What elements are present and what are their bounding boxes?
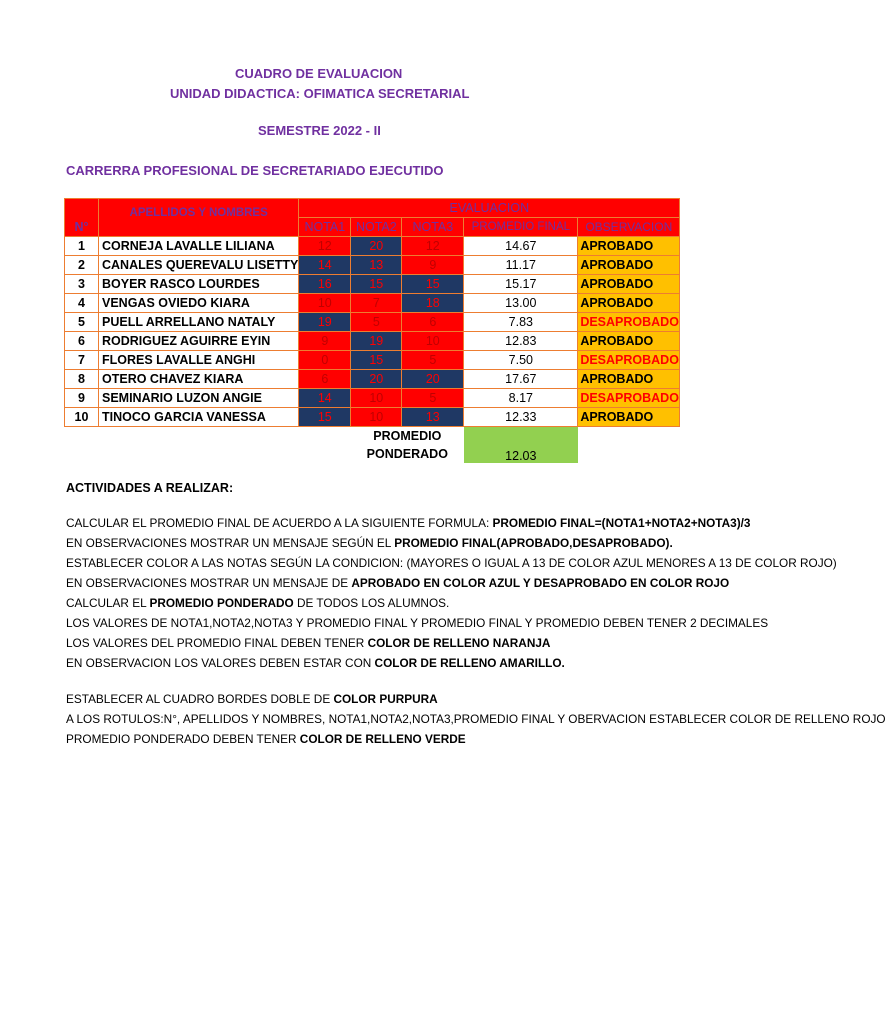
grade-n2: 5 — [351, 313, 402, 332]
activity-line: CALCULAR EL PROMEDIO PONDERADO DE TODOS LOS ALUMNOS. — [66, 596, 450, 610]
activity-line: ESTABLECER COLOR A LAS NOTAS SEGÚN LA CONDICION: (MAYORES O IGUAL A 13 DE COLOR AZUL MENORES A 13 DE COLOR ROJO) — [66, 556, 837, 570]
weighted-average-label-1: PROMEDIO — [373, 429, 442, 443]
header-nota2: NOTA2 — [351, 218, 402, 237]
grade-n3: 20 — [402, 370, 464, 389]
table-row — [65, 351, 680, 370]
final-average: 15.17 — [464, 275, 578, 294]
student-name: OTERO CHAVEZ KIARA — [99, 370, 299, 389]
grade-n1: 12 — [299, 237, 351, 256]
grade-n1: 10 — [299, 294, 351, 313]
header-names: APELLIDOS Y NOMBRES — [99, 199, 299, 237]
student-name: CANALES QUEREVALU LISETTY — [99, 256, 299, 275]
activity-line: CALCULAR EL PROMEDIO FINAL DE ACUERDO A LA SIGUIENTE FORMULA: PROMEDIO FINAL=(NOTA1+NOTA2+NOTA3)/3 — [66, 516, 751, 530]
activity-line: EN OBSERVACIONES MOSTRAR UN MENSAJE DE APROBADO EN COLOR AZUL Y DESAPROBADO EN COLOR ROJO — [66, 576, 730, 590]
table-row — [65, 294, 680, 313]
final-average: 12.33 — [464, 408, 578, 427]
grade-n2: 20 — [351, 237, 402, 256]
header-nota1: NOTA1 — [299, 218, 351, 237]
table-row — [65, 408, 680, 427]
grade-n3: 13 — [402, 408, 464, 427]
table-row — [65, 275, 680, 294]
final-average: 12.83 — [464, 332, 578, 351]
observation: DESAPROBADO — [578, 389, 680, 408]
table-row — [65, 313, 680, 332]
row-number: 7 — [65, 351, 99, 370]
final-average: 8.17 — [464, 389, 578, 408]
grade-n2: 10 — [351, 389, 402, 408]
header-nota3: NOTA3 — [402, 218, 464, 237]
observation: APROBADO — [578, 294, 680, 313]
sheet-title: CUADRO DE EVALUACION — [235, 66, 403, 81]
activity-line: A LOS ROTULOS:N°, APELLIDOS Y NOMBRES, NOTA1,NOTA2,NOTA3,PROMEDIO FINAL Y OBERVACION ESTABLECER COLOR DE RELLENO ROJO — [66, 712, 886, 726]
header-evaluation: EVALUACION — [299, 199, 680, 218]
row-number: 1 — [65, 237, 99, 256]
grade-n1: 19 — [299, 313, 351, 332]
grade-n3: 5 — [402, 351, 464, 370]
grade-n2: 15 — [351, 275, 402, 294]
grade-n1: 0 — [299, 351, 351, 370]
activity-line: PROMEDIO PONDERADO DEBEN TENER COLOR DE RELLENO VERDE — [66, 732, 466, 746]
weighted-average-label-2: PONDERADO — [366, 447, 448, 461]
row-number: 4 — [65, 294, 99, 313]
grade-n3: 5 — [402, 389, 464, 408]
student-name: VENGAS OVIEDO KIARA — [99, 294, 299, 313]
observation: DESAPROBADO — [578, 351, 680, 370]
grade-n2: 20 — [351, 370, 402, 389]
activities-heading: ACTIVIDADES A REALIZAR: — [66, 481, 234, 495]
grade-n3: 10 — [402, 332, 464, 351]
career-title: CARRERRA PROFESIONAL DE SECRETARIADO EJECUTIDO — [66, 163, 444, 178]
evaluation-table — [64, 198, 680, 463]
observation: APROBADO — [578, 332, 680, 351]
student-name: TINOCO GARCIA VANESSA — [99, 408, 299, 427]
grade-n1: 16 — [299, 275, 351, 294]
row-number: 2 — [65, 256, 99, 275]
grade-n3: 15 — [402, 275, 464, 294]
grade-n1: 14 — [299, 256, 351, 275]
grade-n1: 14 — [299, 389, 351, 408]
grade-n1: 9 — [299, 332, 351, 351]
weighted-average-value: 12.03 — [464, 427, 578, 464]
row-number: 9 — [65, 389, 99, 408]
activity-line: EN OBSERVACIONES MOSTRAR UN MENSAJE SEGÚN EL PROMEDIO FINAL(APROBADO,DESAPROBADO). — [66, 536, 673, 550]
activity-line: LOS VALORES DEL PROMEDIO FINAL DEBEN TENER COLOR DE RELLENO NARANJA — [66, 636, 551, 650]
final-average: 7.50 — [464, 351, 578, 370]
activity-line: ESTABLECER AL CUADRO BORDES DOBLE DE COLOR PURPURA — [66, 692, 438, 706]
final-average: 11.17 — [464, 256, 578, 275]
row-number: 3 — [65, 275, 99, 294]
table-row — [65, 389, 680, 408]
header-observation: OBSERVACION — [578, 218, 680, 237]
grade-n1: 15 — [299, 408, 351, 427]
student-name: CORNEJA LAVALLE LILIANA — [99, 237, 299, 256]
row-number: 6 — [65, 332, 99, 351]
observation: DESAPROBADO — [578, 313, 680, 332]
row-number: 8 — [65, 370, 99, 389]
observation: APROBADO — [578, 408, 680, 427]
observation: APROBADO — [578, 237, 680, 256]
table-row — [65, 256, 680, 275]
grade-n3: 18 — [402, 294, 464, 313]
grade-n2: 19 — [351, 332, 402, 351]
final-average: 7.83 — [464, 313, 578, 332]
observation: APROBADO — [578, 256, 680, 275]
student-name: BOYER RASCO LOURDES — [99, 275, 299, 294]
course-unit-title: UNIDAD DIDACTICA: OFIMATICA SECRETARIAL — [170, 86, 470, 101]
student-name: SEMINARIO LUZON ANGIE — [99, 389, 299, 408]
final-average: 17.67 — [464, 370, 578, 389]
header-final-average: PROMEDIO FINAL — [464, 218, 578, 237]
grade-n1: 6 — [299, 370, 351, 389]
grade-n3: 12 — [402, 237, 464, 256]
grade-n2: 7 — [351, 294, 402, 313]
table-row — [65, 370, 680, 389]
row-number: 10 — [65, 408, 99, 427]
semester-label: SEMESTRE 2022 - II — [258, 123, 381, 138]
student-name: FLORES LAVALLE ANGHI — [99, 351, 299, 370]
observation: APROBADO — [578, 370, 680, 389]
header-number: N° — [65, 199, 99, 237]
grade-n2: 13 — [351, 256, 402, 275]
student-name: PUELL ARRELLANO NATALY — [99, 313, 299, 332]
grade-n3: 9 — [402, 256, 464, 275]
activity-line: EN OBSERVACION LOS VALORES DEBEN ESTAR CON COLOR DE RELLENO AMARILLO. — [66, 656, 565, 670]
final-average: 14.67 — [464, 237, 578, 256]
table-row — [65, 332, 680, 351]
observation: APROBADO — [578, 275, 680, 294]
row-number: 5 — [65, 313, 99, 332]
student-name: RODRIGUEZ AGUIRRE EYIN — [99, 332, 299, 351]
grade-n2: 15 — [351, 351, 402, 370]
grade-n2: 10 — [351, 408, 402, 427]
activity-line: LOS VALORES DE NOTA1,NOTA2,NOTA3 Y PROMEDIO FINAL Y PROMEDIO FINAL Y PROMEDIO DEBEN TENER 2 DECIMALES — [66, 616, 769, 630]
final-average: 13.00 — [464, 294, 578, 313]
table-row — [65, 237, 680, 256]
grade-n3: 6 — [402, 313, 464, 332]
